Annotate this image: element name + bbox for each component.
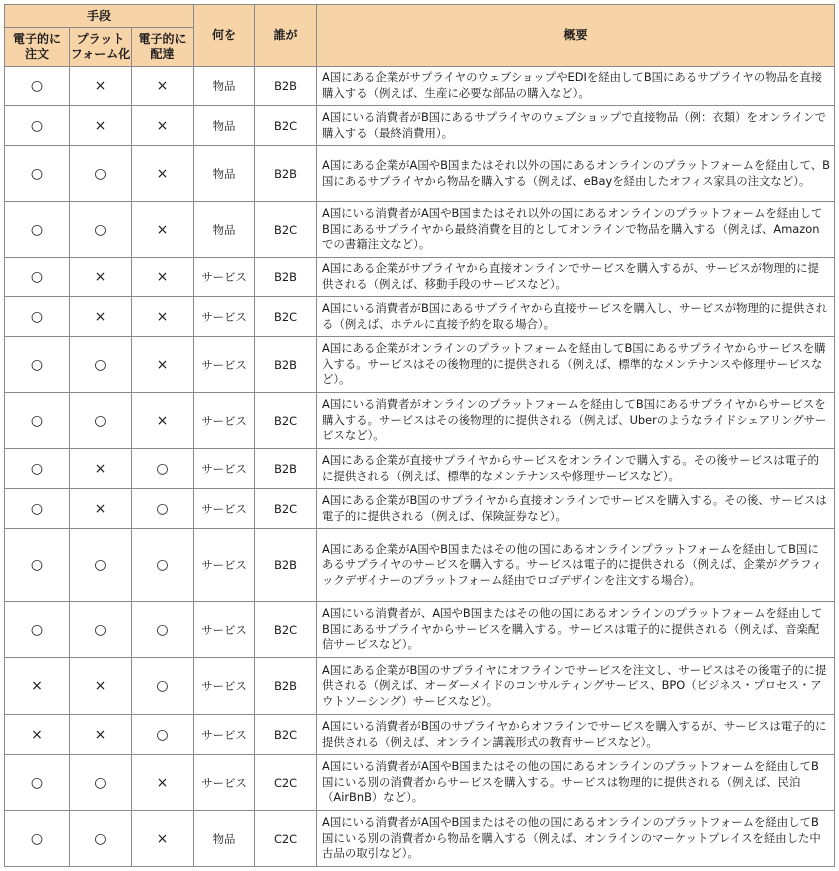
cell-summary: A国にある企業がB国のサプライヤにオフラインでサービスを注文し、サービスはその後電子的に提供される（例えば、オーダーメイドのコンサルティングサービス、BPO（ビジネス・プロセス・アウトソーシング）サービスなど）。 [317, 658, 835, 715]
cell-what: 物品 [194, 202, 255, 258]
cell-e-order: ○ [5, 337, 70, 393]
cell-e-order: ○ [5, 297, 70, 337]
header-means: 手段 [5, 5, 194, 28]
cell-e-order: ○ [5, 67, 70, 106]
cell-e-delivery: × [132, 755, 194, 811]
header-e-delivery: 電子的に 配達 [132, 28, 194, 67]
cell-who: B2B [255, 449, 317, 489]
cell-who: B2B [255, 258, 317, 297]
cell-e-order: × [5, 715, 70, 755]
cell-e-delivery: ○ [132, 449, 194, 489]
cell-e-order: ○ [5, 529, 70, 602]
table-row [5, 811, 835, 867]
cell-e-delivery: ○ [132, 658, 194, 715]
cell-e-delivery: ○ [132, 602, 194, 658]
cell-what: サービス [194, 715, 255, 755]
header-e-order: 電子的に 注文 [5, 28, 70, 67]
cell-platform: × [70, 449, 132, 489]
cell-summary: A国にいる消費者がオンラインのプラットフォームを経由してB国にあるサプライヤからサービスを購入する。サービスはその後物理的に提供される（例えば、Uberのようなライドシェアリングサービスなど）。 [317, 393, 835, 449]
cell-who: B2C [255, 297, 317, 337]
cell-e-delivery: × [132, 146, 194, 202]
cell-who: B2C [255, 393, 317, 449]
cell-summary: A国にある企業がB国のサプライヤから直接オンラインでサービスを購入する。その後、サービスは電子的に提供される（例えば、保険証券など）。 [317, 489, 835, 529]
table-row [5, 602, 835, 658]
cell-summary: A国にある企業が直接サプライヤからサービスをオンラインで購入する。その後サービスは電子的に提供される（例えば、標準的なメンテナンスや修理サービスなど）。 [317, 449, 835, 489]
cell-who: B2C [255, 202, 317, 258]
table-row [5, 258, 835, 297]
cell-e-delivery: × [132, 297, 194, 337]
cell-e-order: ○ [5, 811, 70, 867]
cell-summary: A国にいる消費者が、A国やB国またはその他の国にあるオンラインのプラットフォームを経由してB国にあるサプライヤからサービスを購入する。サービスは電子的に提供される（例えば、音楽配信サービスなど）。 [317, 602, 835, 658]
cell-what: サービス [194, 258, 255, 297]
table-row [5, 297, 835, 337]
header-platform: プラット フォーム化 [70, 28, 132, 67]
cell-what: 物品 [194, 67, 255, 106]
cell-summary: A国にいる消費者がA国やB国またはその他の国にあるオンラインのプラットフォームを経由してB国にいる別の消費者からサービスを購入する。サービスは物理的に提供される（例えば、民泊（AirBnB）など）。 [317, 755, 835, 811]
cell-who: B2C [255, 106, 317, 146]
cell-what: サービス [194, 393, 255, 449]
cell-platform: × [70, 258, 132, 297]
table-row [5, 715, 835, 755]
cell-platform: × [70, 67, 132, 106]
table-row [5, 449, 835, 489]
cell-platform: × [70, 715, 132, 755]
cell-what: 物品 [194, 811, 255, 867]
cell-who: B2B [255, 146, 317, 202]
cell-e-delivery: ○ [132, 529, 194, 602]
cell-platform: × [70, 106, 132, 146]
table-row [5, 529, 835, 602]
cell-platform: × [70, 658, 132, 715]
header-who: 誰が [255, 5, 317, 67]
cell-summary: A国にある企業がA国やB国またはそれ以外の国にあるオンラインのプラットフォームを経由して、B国にあるサプライヤから物品を購入する（例えば、eBayを経由したオフィス家具の注文など）。 [317, 146, 835, 202]
table-row [5, 755, 835, 811]
cell-who: B2C [255, 602, 317, 658]
cell-summary: A国にいる消費者がB国のサプライヤからオフラインでサービスを購入するが、サービスは電子的に提供される（例えば、オンライン講義形式の教育サービスなど）。 [317, 715, 835, 755]
table-body [5, 67, 835, 867]
cell-who: B2C [255, 489, 317, 529]
cell-e-order: ○ [5, 489, 70, 529]
cell-platform: ○ [70, 202, 132, 258]
cell-what: サービス [194, 337, 255, 393]
cell-e-delivery: × [132, 811, 194, 867]
cell-e-delivery: × [132, 393, 194, 449]
ecommerce-classification-table [4, 4, 835, 867]
cell-platform: ○ [70, 755, 132, 811]
cell-who: B2B [255, 658, 317, 715]
table-row [5, 393, 835, 449]
table-row [5, 202, 835, 258]
cell-summary: A国にある企業がサプライヤから直接オンラインでサービスを購入するが、サービスが物理的に提供される（例えば、移動手段のサービスなど）。 [317, 258, 835, 297]
cell-summary: A国にある企業がA国やB国またはその他の国にあるオンラインプラットフォームを経由してB国にあるサプライヤのサービスを購入する。サービスは電子的に提供される（例えば、企業がグラフィックデザイナーのプラットフォーム経由でロゴデザインを注文する場合）。 [317, 529, 835, 602]
cell-e-delivery: × [132, 106, 194, 146]
table-row [5, 106, 835, 146]
cell-e-order: ○ [5, 202, 70, 258]
cell-summary: A国にいる消費者がA国やB国またはそれ以外の国にあるオンラインのプラットフォームを経由してB国にあるサプライヤから最終消費を目的としてオンラインで物品を購入する（例えば、Amazonでの書籍注文など）。 [317, 202, 835, 258]
cell-e-delivery: × [132, 337, 194, 393]
cell-e-delivery: × [132, 202, 194, 258]
cell-what: サービス [194, 658, 255, 715]
cell-e-order: ○ [5, 258, 70, 297]
cell-platform: ○ [70, 811, 132, 867]
cell-e-order: × [5, 658, 70, 715]
cell-e-order: ○ [5, 146, 70, 202]
cell-what: サービス [194, 297, 255, 337]
cell-e-order: ○ [5, 393, 70, 449]
cell-who: B2C [255, 715, 317, 755]
cell-what: サービス [194, 449, 255, 489]
cell-e-order: ○ [5, 449, 70, 489]
cell-who: B2B [255, 529, 317, 602]
cell-e-order: ○ [5, 106, 70, 146]
table-row [5, 146, 835, 202]
cell-platform: × [70, 489, 132, 529]
table-row [5, 489, 835, 529]
cell-who: C2C [255, 811, 317, 867]
cell-e-order: ○ [5, 755, 70, 811]
cell-what: 物品 [194, 146, 255, 202]
header-summary: 概要 [317, 5, 835, 67]
cell-platform: ○ [70, 337, 132, 393]
cell-what: 物品 [194, 106, 255, 146]
cell-e-delivery: × [132, 67, 194, 106]
table-row [5, 67, 835, 106]
cell-who: B2B [255, 67, 317, 106]
cell-platform: ○ [70, 393, 132, 449]
cell-what: サービス [194, 602, 255, 658]
cell-who: B2B [255, 337, 317, 393]
cell-platform: ○ [70, 529, 132, 602]
cell-who: C2C [255, 755, 317, 811]
cell-platform: ○ [70, 146, 132, 202]
cell-summary: A国にある企業がオンラインのプラットフォームを経由してB国にあるサプライヤからサービスを購入する。サービスはその後物理的に提供される（例えば、標準的なメンテナンスや修理サービスなど）。 [317, 337, 835, 393]
table-row [5, 337, 835, 393]
header-what: 何を [194, 5, 255, 67]
cell-what: サービス [194, 529, 255, 602]
cell-e-delivery: ○ [132, 489, 194, 529]
cell-summary: A国にいる消費者がB国にあるサプライヤから直接サービスを購入し、サービスが物理的に提供される（例えば、ホテルに直接予約を取る場合）。 [317, 297, 835, 337]
cell-summary: A国にいる消費者がB国にあるサプライヤのウェブショップで直接物品（例：衣類）をオンラインで購入する（最終消費用）。 [317, 106, 835, 146]
cell-platform: × [70, 297, 132, 337]
cell-summary: A国にある企業がサプライヤのウェブショップやEDIを経由してB国にあるサプライヤの物品を直接購入する（例えば、生産に必要な部品の購入など）。 [317, 67, 835, 106]
cell-what: サービス [194, 755, 255, 811]
cell-e-order: ○ [5, 602, 70, 658]
cell-summary: A国にいる消費者がA国やB国またはその他の国にあるオンラインのプラットフォームを経由してB国にいる別の消費者から物品を購入する（例えば、オンラインのマーケットプレイスを経由した中古品の取引など）。 [317, 811, 835, 867]
cell-platform: ○ [70, 602, 132, 658]
table-row [5, 658, 835, 715]
cell-e-delivery: × [132, 258, 194, 297]
cell-what: サービス [194, 489, 255, 529]
cell-e-delivery: ○ [132, 715, 194, 755]
